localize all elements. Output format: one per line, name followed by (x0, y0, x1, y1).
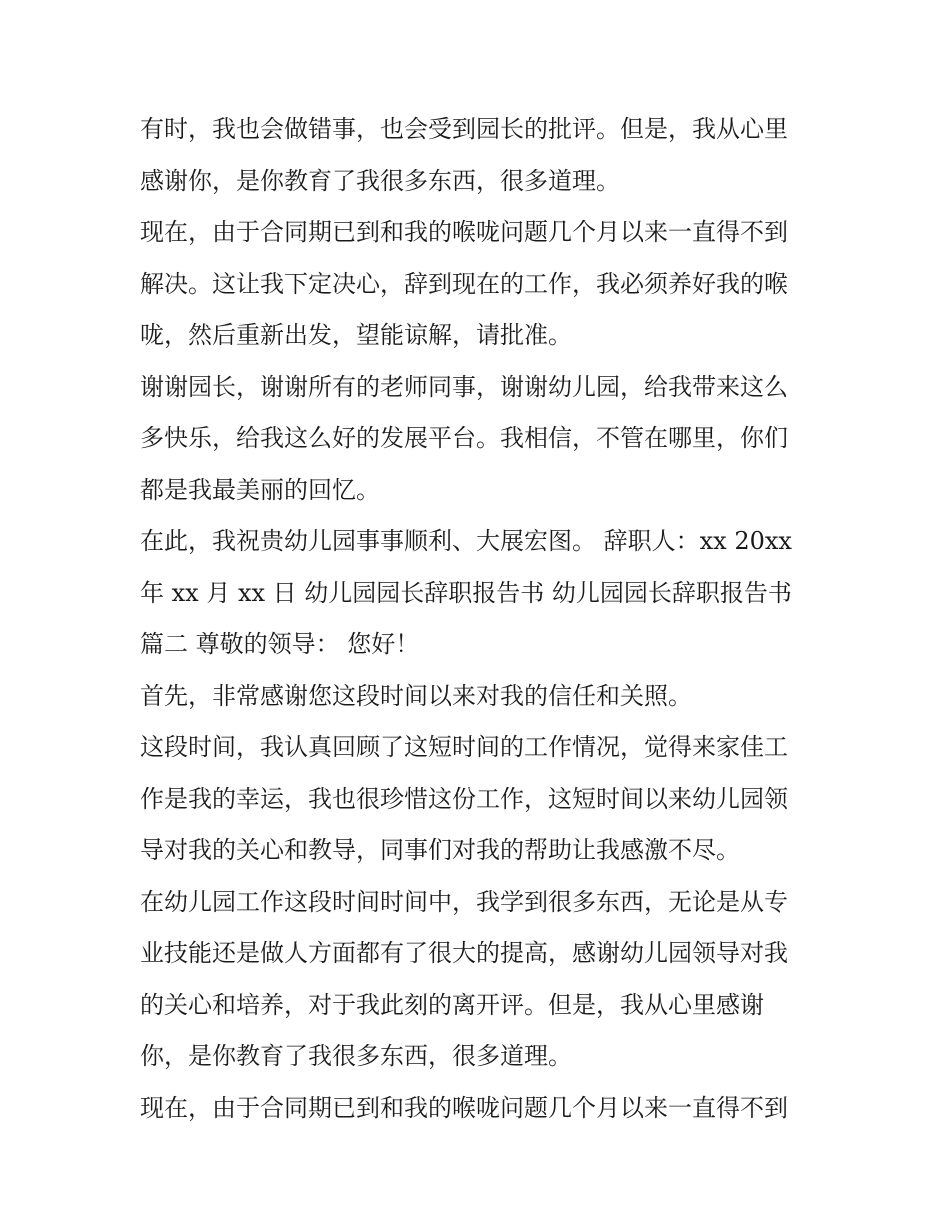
text-line: 这段时间，我认真回顾了这短时间的工作情况，觉得来家佳工 (140, 733, 788, 761)
text-line: 作是我的幸运，我也很珍惜这份工作，这短时间以来幼儿园领 (140, 784, 788, 813)
text-line: 都是我最美丽的回忆。 (140, 475, 380, 504)
paragraph-6 (140, 722, 820, 877)
paragraph-4 (140, 516, 820, 671)
paragraph-5 (140, 671, 820, 723)
text-line: 多快乐，给我这么好的发展平台。我相信，不管在哪里，你们 (140, 424, 788, 452)
paragraph-1 (140, 104, 820, 207)
text-line: 首先，非常感谢您这段时间以来对我的信任和关照。 (140, 681, 692, 710)
text-line: 感谢你，是你教育了我很多东西，很多道理。 (140, 166, 620, 195)
document-body (140, 104, 820, 1134)
text-line: 业技能还是做人方面都有了很大的提高，感谢幼儿园领导对我 (140, 939, 788, 967)
text-line: 现在，由于合同期已到和我的喉咙问题几个月以来一直得不到 (140, 218, 788, 246)
text-line: 你，是你教育了我很多东西，很多道理。 (140, 1042, 572, 1070)
paragraph-8 (140, 1083, 820, 1135)
text-line: 咙，然后重新出发，望能谅解，请批准。 (140, 321, 572, 349)
text-line: 的关心和培养，对于我此刻的离开评。但是，我从心里感谢 (140, 990, 764, 1019)
text-line: 解决。这让我下定决心，辞到现在的工作，我必须养好我的喉 (140, 269, 788, 298)
paragraph-7 (140, 877, 820, 1083)
text-line: 篇二 尊敬的领导： 您好！ (140, 630, 420, 658)
text-line: 现在，由于合同期已到和我的喉咙问题几个月以来一直得不到 (140, 1093, 788, 1122)
text-line: 在幼儿园工作这段时间时间中，我学到很多东西，无论是从专 (140, 887, 788, 916)
text-line: 年 xx 月 xx 日 幼儿园园长辞职报告书 幼儿园园长辞职报告书 (140, 578, 792, 607)
text-line: 谢谢园长，谢谢所有的老师同事，谢谢幼儿园，给我带来这么 (140, 372, 788, 401)
text-line: 有时，我也会做错事，也会受到园长的批评。但是，我从心里 (140, 115, 788, 143)
text-line: 在此，我祝贵幼儿园事事顺利、大展宏图。 辞职人：xx 20xx (140, 527, 792, 555)
paragraph-2 (140, 207, 820, 362)
paragraph-3 (140, 362, 820, 517)
text-line: 导对我的关心和教导，同事们对我的帮助让我感激不尽。 (140, 836, 740, 864)
